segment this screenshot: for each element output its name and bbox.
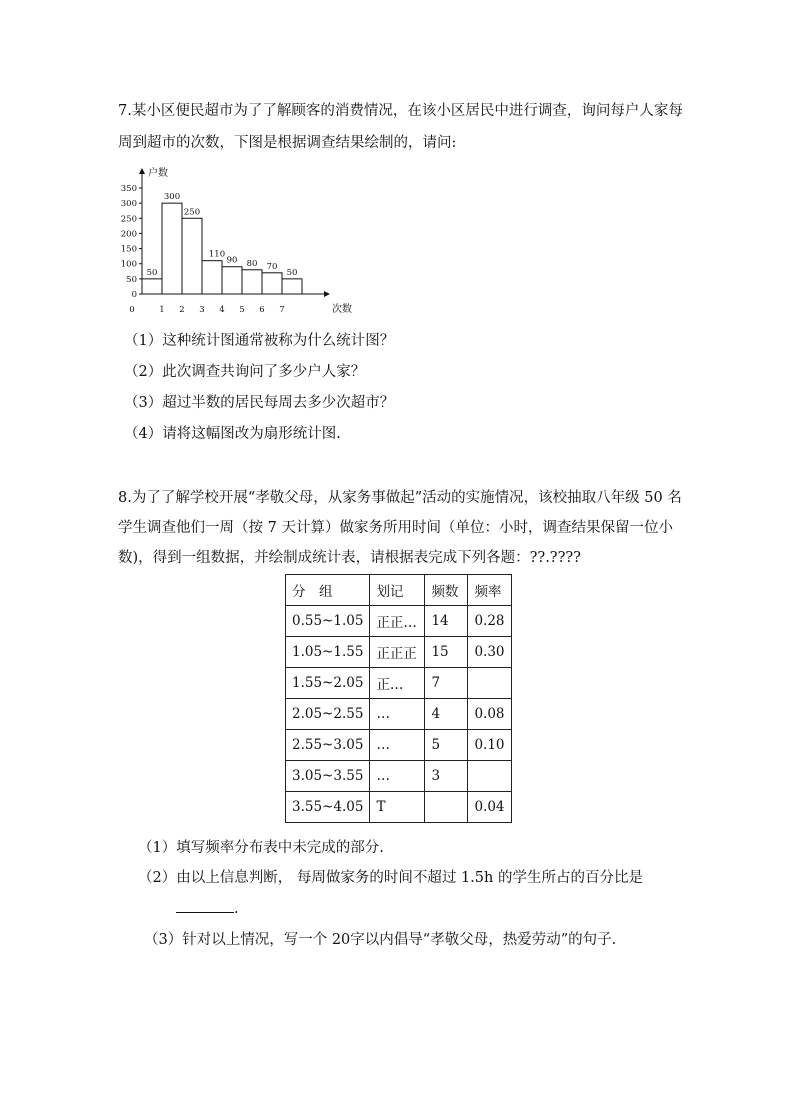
q7-sub2: （2）此次调查共询问了多少户人家？ (124, 364, 366, 380)
cell-tally: 正正… (370, 606, 425, 637)
x-tick-label: 0 (129, 305, 135, 315)
y-tick-label: 250 (120, 214, 137, 225)
bar-data-label: 110 (208, 249, 226, 260)
table-row (286, 637, 512, 668)
cell-tally: … (370, 730, 425, 761)
q8-sub2-end: . (234, 901, 239, 917)
bar (262, 273, 282, 294)
cell-group: 1.05~1.55 (286, 637, 370, 668)
q8-sub1: （1）填写频率分布表中未完成的部分. (138, 840, 384, 856)
q7-sub4: （4）请将这幅图改为扇形统计图. (124, 426, 341, 442)
cell-frequency: 3 (425, 761, 468, 792)
y-tick-label: 200 (120, 229, 137, 240)
cell-frequency: 4 (425, 699, 468, 730)
table-row (286, 699, 512, 730)
header-frequency: 频数 (425, 575, 468, 606)
x-axis-arrow (324, 291, 330, 297)
q8-sub2-answer-line (0, 898, 239, 919)
q7-sub3: （3）超过半数的居民每周去多少次超市？ (124, 395, 395, 411)
table-row (286, 761, 512, 792)
y-tick-label: 150 (120, 244, 137, 255)
cell-frequency: 14 (425, 606, 468, 637)
cell-group: 2.05~2.55 (286, 699, 370, 730)
cell-group: 0.55~1.05 (286, 606, 370, 637)
bar (142, 279, 162, 294)
frequency-table (285, 574, 512, 823)
cell-tally: 正… (370, 668, 425, 699)
cell-tally: … (370, 761, 425, 792)
cell-group: 3.55~4.05 (286, 792, 370, 823)
bar (182, 218, 202, 294)
q8-text-line2: 学生调查他们一周（按 7 天计算）做家务所用时间（单位：小时，调查结果保留一位小 (118, 520, 673, 536)
bar (162, 203, 182, 294)
bar-data-label: 50 (146, 267, 158, 278)
y-axis-arrow (139, 168, 145, 174)
x-tick-label: 6 (259, 305, 265, 315)
cell-frequency: 7 (425, 668, 468, 699)
bar-data-label: 80 (246, 258, 258, 269)
bar (222, 267, 242, 294)
y-tick-label: 50 (126, 274, 137, 285)
x-tick-label: 3 (199, 305, 205, 315)
x-tick-label: 5 (239, 305, 245, 315)
x-tick-label: 1 (159, 305, 165, 315)
y-tick-label: 350 (120, 184, 137, 194)
cell-rate: 0.30 (468, 637, 511, 668)
table-header-row (286, 575, 512, 606)
cell-tally: T (370, 792, 425, 823)
cell-group: 3.05~3.55 (286, 761, 370, 792)
bar (242, 270, 262, 294)
table-row (286, 606, 512, 637)
x-tick-label: 2 (179, 305, 185, 315)
x-tick-label: 4 (219, 305, 225, 315)
cell-rate (468, 761, 511, 792)
table-row (286, 792, 512, 823)
header-group: 分 组 (286, 575, 370, 606)
bar-data-label: 300 (163, 192, 181, 203)
cell-rate: 0.04 (468, 792, 511, 823)
histogram-chart (118, 162, 358, 322)
bar-data-label: 50 (286, 267, 298, 278)
bar-data-label: 70 (266, 261, 278, 272)
q8-sub3: （3）针对以上情况，写一个 20字以内倡导“孝敬父母，热爱劳动”的句子. (144, 932, 617, 948)
bar-data-label: 250 (183, 207, 201, 218)
q7-text-line1: 7.某小区便民超市为了了解顾客的消费情况，在该小区居民中进行调查，询问每户人家每 (118, 103, 683, 119)
x-axis-label: 次数 (332, 304, 352, 315)
bar (202, 261, 222, 294)
y-tick-label: 300 (120, 199, 137, 210)
q7-text-line2: 周到超市的次数，下图是根据调查结果绘制的，请问: (118, 135, 457, 151)
header-rate: 频率 (468, 575, 511, 606)
y-tick-label: 0 (131, 290, 137, 300)
cell-frequency: 15 (425, 637, 468, 668)
y-tick-label: 100 (120, 259, 137, 270)
cell-tally: … (370, 699, 425, 730)
table-row (286, 668, 512, 699)
bar-data-label: 90 (226, 255, 238, 266)
q8-sub2: （2）由以上信息判断， 每周做家务的时间不超过 1.5h 的学生所占的百分比是 (138, 870, 643, 886)
x-tick-label: 7 (279, 305, 285, 315)
bar (282, 279, 302, 294)
q7-sub1: （1）这种统计图通常被称为什么统计图？ (124, 333, 395, 349)
cell-frequency (425, 792, 468, 823)
q8-text-line3: 数)，得到一组数据，并绘制成统计表，请根据表完成下列各题：??.???? (118, 550, 581, 566)
cell-frequency: 5 (425, 730, 468, 761)
cell-tally: 正正正 (370, 637, 425, 668)
cell-rate (468, 668, 511, 699)
cell-rate: 0.28 (468, 606, 511, 637)
cell-rate: 0.10 (468, 730, 511, 761)
cell-rate: 0.08 (468, 699, 511, 730)
y-axis-label: 户数 (148, 168, 168, 179)
table-row (286, 730, 512, 761)
answer-blank (176, 898, 234, 913)
header-tally: 划记 (370, 575, 425, 606)
q8-text-line1: 8.为了了解学校开展“孝敬父母，从家务事做起”活动的实施情况，该校抽取八年级 50 名 (118, 490, 682, 506)
cell-group: 2.55~3.05 (286, 730, 370, 761)
cell-group: 1.55~2.05 (286, 668, 370, 699)
